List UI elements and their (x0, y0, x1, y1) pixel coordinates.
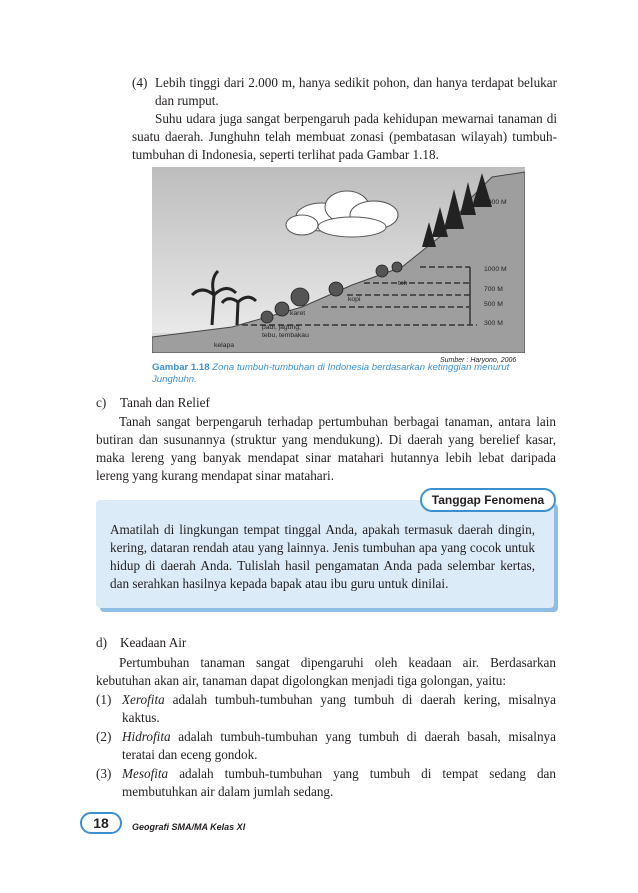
list-item-text (122, 728, 556, 764)
list-item-number: (1) (96, 692, 112, 707)
intro-paragraph: Suhu udara juga sangat berpengaruh pada kehidupan mewarnai tanaman di suatu daerah. Junghuhn telah membuat zonasi (pembatasan wilayah) tumbuh-tumbuhan di Indonesia, seperti terlihat pada Gambar 1.18. (132, 111, 557, 162)
zone-label-kopi: kopi (348, 296, 361, 303)
list-item-mesofita (96, 765, 556, 801)
list-item-hidrofita (96, 728, 556, 764)
page-number: 18 (80, 812, 122, 834)
section-c-paragraph: Tanah sangat berpengaruh terhadap pertumbuhan berbagai tanaman, antara lain butiran dan susunannya (struktur yang mendukung). Di daerah yang berelief kasar, maka lereng yang banyak mendapat sinar matahari hutannya lebih lebat daripada lereng yang kurang mendapat sinar matahari. (96, 414, 556, 483)
caption-text: Zona tumbuh-tumbuhan di Indonesia berdasarkan ketinggian menurut Junghuhn. (152, 362, 510, 385)
section-c-heading: Tanah dan Relief (120, 395, 210, 410)
list-item-term: Mesofita (122, 766, 169, 781)
vegetation-zone-figure (152, 167, 525, 353)
altitude-label: 700 M (484, 286, 503, 293)
list-item-text (122, 765, 556, 801)
list-item-4 (132, 74, 557, 110)
book-title: Geografi SMA/MA Kelas XI (132, 822, 246, 832)
list-item-body: adalah tumbuh-tumbuhan yang tumbuh di daerah kering, misalnya kaktus. (122, 692, 556, 725)
tanggap-fenomena-text: Amatilah di lingkungan tempat tinggal Anda, apakah termasuk daerah dingin, kering, dataran rendah atau yang lainnya. Jenis tumbuhan apa yang cocok untuk hidup di daerah Anda. Tulislah hasil pengamatan Anda pada selembar kertas, dan serahkan hasilnya kepada bapak atau ibu guru untuk dinilai. (110, 522, 535, 591)
figure-source: Sumber : Haryono, 2006 (440, 357, 517, 364)
zone-label-padi: padi, jagung, (262, 324, 301, 331)
list-item-body: adalah tumbuh-tumbuhan yang tumbuh di daerah basah, misalnya teratai dan eceng gondok. (122, 729, 556, 762)
zone-label-teh: teh (398, 280, 408, 287)
tanggap-fenomena-title: Tanggap Fenomena (420, 488, 556, 512)
mountain-illustration (152, 167, 525, 353)
altitude-label: 300 M (484, 320, 503, 327)
list-item-number: (3) (96, 766, 112, 781)
section-d-paragraph: Pertumbuhan tanaman sangat dipengaruhi oleh keadaan air. Berdasarkan kebutuhan akan air, tanaman dapat digolongkan menjadi tiga golongan, yaitu: (96, 655, 556, 688)
list-item-xerofita (96, 691, 556, 727)
list-item-term: Hidrofita (122, 729, 171, 744)
caption-label: Gambar 1.18 (152, 362, 210, 373)
list-item-number: (2) (96, 729, 112, 744)
zone-label-padi: tebu, tembakau (262, 332, 309, 339)
list-item-body: adalah tumbuh-tumbuhan yang tumbuh di tempat sedang dan membutuhkan air dalam jumlah sedang. (122, 766, 556, 799)
altitude-label: 500 M (484, 301, 503, 308)
altitude-label: 2000 M (484, 199, 507, 206)
list-item-text: Lebih tinggi dari 2.000 m, hanya sedikit pohon, dan hanya terdapat belukar dan rumput. (155, 75, 557, 108)
section-d-heading: Keadaan Air (120, 635, 187, 650)
list-item-text (122, 691, 556, 727)
figure-caption (152, 362, 524, 386)
section-c-letter: c) (96, 395, 107, 410)
section-d-letter: d) (96, 635, 107, 650)
zone-label-kelapa: kelapa (214, 342, 235, 349)
zone-label-karet: karet (290, 310, 306, 317)
list-item-number: (4) (132, 75, 148, 90)
list-item-term: Xerofita (122, 692, 165, 707)
altitude-label: 1000 M (484, 266, 507, 273)
